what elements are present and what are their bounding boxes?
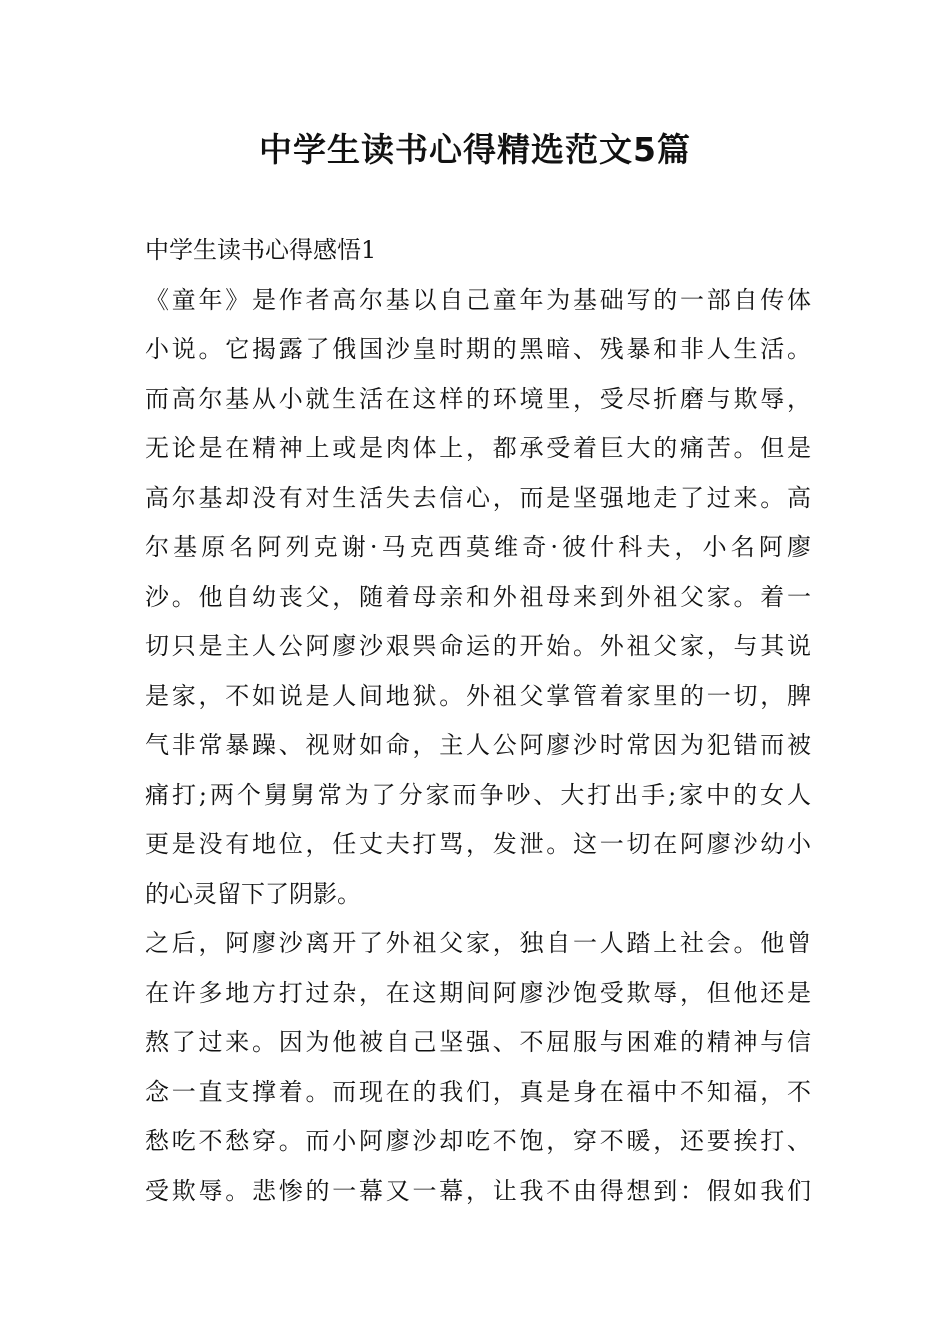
paragraph-line: 气非常暴躁、视财如命，主人公阿廖沙时常因为犯错而被: [145, 731, 811, 759]
paragraph-line: 小说。它揭露了俄国沙皇时期的黑暗、残暴和非人生活。: [145, 335, 811, 363]
paragraph-line: 而高尔基从小就生活在这样的环境里，受尽折磨与欺辱，: [145, 384, 811, 413]
paragraph-line: 念一直支撑着。而现在的我们，真是身在福中不知福，不: [145, 1077, 811, 1106]
paragraph-line: 的心灵留下了阴影。: [145, 879, 361, 908]
paragraph-line: 高尔基却没有对生活失去信心，而是坚强地走了过来。高: [145, 483, 811, 512]
paragraph-line: 《童年》是作者高尔基以自己童年为基础写的一部自传体: [145, 285, 811, 314]
paragraph-line: 尔基原名阿列克谢·马克西莫维奇·彼什科夫，小名阿廖: [145, 533, 811, 561]
paragraph-line: 无论是在精神上或是肉体上，都承受着巨大的痛苦。但是: [145, 434, 811, 462]
document-body: [145, 226, 811, 1216]
paragraph-line: 痛打;两个舅舅常为了分家而争吵、大打出手;家中的女人: [145, 780, 811, 809]
paragraph-line: 是家，不如说是人间地狱。外祖父掌管着家里的一切，脾: [145, 681, 811, 710]
document-title: 中学生读书心得精选范文5篇: [259, 130, 691, 169]
paragraph-line: 更是没有地位，任丈夫打骂，发泄。这一切在阿廖沙幼小: [145, 830, 811, 858]
paragraph-1: [145, 276, 811, 920]
paragraph-line: 愁吃不愁穿。而小阿廖沙却吃不饱，穿不暖，还要挨打、: [145, 1127, 811, 1155]
section-heading: 中学生读书心得感悟1: [145, 236, 377, 264]
paragraph-line: 熬了过来。因为他被自己坚强、不屈服与困难的精神与信: [145, 1028, 811, 1056]
paragraph-line: 受欺辱。悲惨的一幕又一幕，让我不由得想到：假如我们: [145, 1176, 811, 1205]
paragraph-line: 切只是主人公阿廖沙艰巺命运的开始。外祖父家，与其说: [145, 632, 811, 660]
paragraph-line: 在许多地方打过杂，在这期间阿廖沙饱受欺辱，但他还是: [145, 978, 811, 1007]
paragraph-2: [145, 919, 811, 1216]
paragraph-line: 之后，阿廖沙离开了外祖父家，独自一人踏上社会。他曾: [145, 929, 811, 957]
paragraph-line: 沙。他自幼丧父，随着母亲和外祖母来到外祖父家。着一: [145, 582, 811, 611]
